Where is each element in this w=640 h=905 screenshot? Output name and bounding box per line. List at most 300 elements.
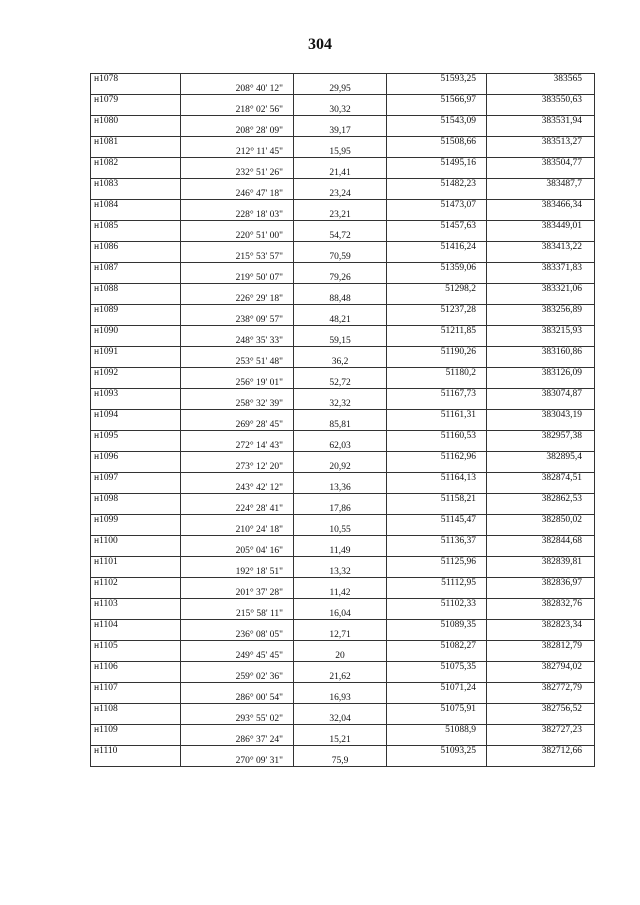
empty-cell — [294, 683, 387, 694]
empty-cell — [487, 84, 595, 95]
point-row — [91, 95, 595, 106]
direction-angle-cell: 258° 32' 39" — [181, 399, 294, 410]
point-name-cell: н1110 — [91, 746, 181, 757]
empty-cell — [91, 588, 181, 599]
empty-cell — [91, 693, 181, 704]
direction-angle-cell: 219° 50' 07" — [181, 273, 294, 284]
empty-cell — [91, 609, 181, 620]
empty-cell — [294, 410, 387, 421]
point-name-cell: н1095 — [91, 431, 181, 442]
point-row — [91, 116, 595, 127]
point-row — [91, 389, 595, 400]
distance-cell: 17,86 — [294, 504, 387, 515]
segment-row — [91, 546, 595, 557]
empty-cell — [181, 515, 294, 526]
empty-cell — [487, 252, 595, 263]
segment-row — [91, 714, 595, 725]
empty-cell — [487, 441, 595, 452]
point-row — [91, 704, 595, 715]
point-name-cell: н1091 — [91, 347, 181, 358]
segment-row — [91, 609, 595, 620]
empty-cell — [294, 368, 387, 379]
x-coordinate-cell: 51495,16 — [387, 158, 487, 169]
x-coordinate-cell: 51482,23 — [387, 179, 487, 190]
empty-cell — [91, 651, 181, 662]
empty-cell — [387, 252, 487, 263]
empty-cell — [387, 714, 487, 725]
distance-cell: 23,24 — [294, 189, 387, 200]
empty-cell — [181, 578, 294, 589]
empty-cell — [294, 137, 387, 148]
x-coordinate-cell: 51112,95 — [387, 578, 487, 589]
empty-cell — [181, 137, 294, 148]
distance-cell: 54,72 — [294, 231, 387, 242]
empty-cell — [387, 462, 487, 473]
x-coordinate-cell: 51593,25 — [387, 74, 487, 85]
empty-cell — [487, 693, 595, 704]
x-coordinate-cell: 51167,73 — [387, 389, 487, 400]
empty-cell — [91, 567, 181, 578]
empty-cell — [387, 336, 487, 347]
segment-row — [91, 294, 595, 305]
distance-cell: 12,71 — [294, 630, 387, 641]
distance-cell: 16,93 — [294, 693, 387, 704]
empty-cell — [91, 189, 181, 200]
y-coordinate-cell: 383256,89 — [487, 305, 595, 316]
empty-cell — [294, 557, 387, 568]
point-row — [91, 221, 595, 232]
empty-cell — [387, 315, 487, 326]
point-name-cell: н1094 — [91, 410, 181, 421]
empty-cell — [181, 536, 294, 547]
point-row — [91, 494, 595, 505]
point-row — [91, 662, 595, 673]
empty-cell — [91, 126, 181, 137]
distance-cell: 16,04 — [294, 609, 387, 620]
x-coordinate-cell: 51145,47 — [387, 515, 487, 526]
coordinates-table-body — [91, 74, 595, 767]
point-row — [91, 263, 595, 274]
empty-cell — [294, 431, 387, 442]
empty-cell — [91, 252, 181, 263]
y-coordinate-cell: 382874,51 — [487, 473, 595, 484]
empty-cell — [387, 210, 487, 221]
empty-cell — [181, 326, 294, 337]
empty-cell — [387, 378, 487, 389]
x-coordinate-cell: 51508,66 — [387, 137, 487, 148]
empty-cell — [387, 357, 487, 368]
direction-angle-cell: 215° 53' 57" — [181, 252, 294, 263]
segment-row — [91, 672, 595, 683]
point-row — [91, 179, 595, 190]
empty-cell — [181, 557, 294, 568]
x-coordinate-cell: 51102,33 — [387, 599, 487, 610]
empty-cell — [487, 567, 595, 578]
point-row — [91, 746, 595, 757]
empty-cell — [487, 273, 595, 284]
empty-cell — [294, 746, 387, 757]
empty-cell — [91, 294, 181, 305]
empty-cell — [91, 630, 181, 641]
empty-cell — [181, 452, 294, 463]
y-coordinate-cell: 383449,01 — [487, 221, 595, 232]
distance-cell: 39,17 — [294, 126, 387, 137]
empty-cell — [91, 84, 181, 95]
empty-cell — [387, 525, 487, 536]
empty-cell — [91, 357, 181, 368]
empty-cell — [387, 630, 487, 641]
segment-row — [91, 126, 595, 137]
x-coordinate-cell: 51093,25 — [387, 746, 487, 757]
distance-cell: 75,9 — [294, 756, 387, 767]
empty-cell — [487, 357, 595, 368]
empty-cell — [294, 116, 387, 127]
segment-row — [91, 147, 595, 158]
empty-cell — [487, 504, 595, 515]
segment-row — [91, 483, 595, 494]
x-coordinate-cell: 51075,35 — [387, 662, 487, 673]
y-coordinate-cell: 383565 — [487, 74, 595, 85]
empty-cell — [91, 441, 181, 452]
empty-cell — [387, 105, 487, 116]
y-coordinate-cell: 382832,76 — [487, 599, 595, 610]
y-coordinate-cell: 382823,34 — [487, 620, 595, 631]
empty-cell — [91, 483, 181, 494]
direction-angle-cell: 236° 08' 05" — [181, 630, 294, 641]
empty-cell — [487, 588, 595, 599]
empty-cell — [181, 599, 294, 610]
x-coordinate-cell: 51071,24 — [387, 683, 487, 694]
direction-angle-cell: 259° 02' 36" — [181, 672, 294, 683]
segment-row — [91, 693, 595, 704]
point-row — [91, 347, 595, 358]
y-coordinate-cell: 382794,02 — [487, 662, 595, 673]
point-row — [91, 452, 595, 463]
empty-cell — [181, 431, 294, 442]
point-name-cell: н1092 — [91, 368, 181, 379]
segment-row — [91, 735, 595, 746]
segment-row — [91, 441, 595, 452]
segment-row — [91, 420, 595, 431]
direction-angle-cell: 256° 19' 01" — [181, 378, 294, 389]
empty-cell — [91, 714, 181, 725]
empty-cell — [91, 315, 181, 326]
empty-cell — [294, 389, 387, 400]
point-name-cell: н1100 — [91, 536, 181, 547]
point-row — [91, 515, 595, 526]
y-coordinate-cell: 383074,87 — [487, 389, 595, 400]
empty-cell — [294, 200, 387, 211]
distance-cell: 29,95 — [294, 84, 387, 95]
point-row — [91, 641, 595, 652]
point-row — [91, 683, 595, 694]
x-coordinate-cell: 51237,28 — [387, 305, 487, 316]
point-name-cell: н1083 — [91, 179, 181, 190]
direction-angle-cell: 212° 11' 45" — [181, 147, 294, 158]
direction-angle-cell: 205° 04' 16" — [181, 546, 294, 557]
empty-cell — [294, 74, 387, 85]
empty-cell — [91, 462, 181, 473]
empty-cell — [487, 651, 595, 662]
direction-angle-cell: 210° 24' 18" — [181, 525, 294, 536]
empty-cell — [387, 147, 487, 158]
empty-cell — [294, 620, 387, 631]
empty-cell — [91, 525, 181, 536]
empty-cell — [91, 504, 181, 515]
empty-cell — [487, 609, 595, 620]
empty-cell — [91, 735, 181, 746]
distance-cell: 62,03 — [294, 441, 387, 452]
direction-angle-cell: 226° 29' 18" — [181, 294, 294, 305]
segment-row — [91, 252, 595, 263]
empty-cell — [294, 158, 387, 169]
point-row — [91, 158, 595, 169]
direction-angle-cell: 272° 14' 43" — [181, 441, 294, 452]
point-name-cell: н1106 — [91, 662, 181, 673]
direction-angle-cell: 249° 45' 45" — [181, 651, 294, 662]
point-name-cell: н1081 — [91, 137, 181, 148]
empty-cell — [487, 126, 595, 137]
y-coordinate-cell: 382756,52 — [487, 704, 595, 715]
empty-cell — [487, 294, 595, 305]
empty-cell — [387, 504, 487, 515]
empty-cell — [487, 210, 595, 221]
x-coordinate-cell: 51359,06 — [387, 263, 487, 274]
y-coordinate-cell: 382839,81 — [487, 557, 595, 568]
empty-cell — [294, 704, 387, 715]
point-row — [91, 137, 595, 148]
empty-cell — [181, 662, 294, 673]
empty-cell — [181, 725, 294, 736]
segment-row — [91, 357, 595, 368]
direction-angle-cell: 293° 55' 02" — [181, 714, 294, 725]
direction-angle-cell: 238° 09' 57" — [181, 315, 294, 326]
empty-cell — [487, 546, 595, 557]
direction-angle-cell: 243° 42' 12" — [181, 483, 294, 494]
point-row — [91, 725, 595, 736]
point-name-cell: н1103 — [91, 599, 181, 610]
empty-cell — [387, 126, 487, 137]
distance-cell: 20,92 — [294, 462, 387, 473]
empty-cell — [294, 221, 387, 232]
point-name-cell: н1085 — [91, 221, 181, 232]
distance-cell: 23,21 — [294, 210, 387, 221]
segment-row — [91, 189, 595, 200]
y-coordinate-cell: 383043,19 — [487, 410, 595, 421]
empty-cell — [387, 735, 487, 746]
empty-cell — [487, 105, 595, 116]
empty-cell — [387, 546, 487, 557]
distance-cell: 15,95 — [294, 147, 387, 158]
direction-angle-cell: 201° 37' 28" — [181, 588, 294, 599]
empty-cell — [487, 378, 595, 389]
point-name-cell: н1080 — [91, 116, 181, 127]
point-row — [91, 473, 595, 484]
point-row — [91, 599, 595, 610]
point-name-cell: н1108 — [91, 704, 181, 715]
segment-row — [91, 336, 595, 347]
empty-cell — [91, 336, 181, 347]
direction-angle-cell: 246° 47' 18" — [181, 189, 294, 200]
empty-cell — [181, 704, 294, 715]
direction-angle-cell: 273° 12' 20" — [181, 462, 294, 473]
empty-cell — [294, 326, 387, 337]
segment-row — [91, 84, 595, 95]
direction-angle-cell: 220° 51' 00" — [181, 231, 294, 242]
point-name-cell: н1097 — [91, 473, 181, 484]
empty-cell — [181, 179, 294, 190]
x-coordinate-cell: 51136,37 — [387, 536, 487, 547]
y-coordinate-cell: 383126,09 — [487, 368, 595, 379]
empty-cell — [487, 462, 595, 473]
distance-cell: 70,59 — [294, 252, 387, 263]
y-coordinate-cell: 382850,02 — [487, 515, 595, 526]
distance-cell: 21,62 — [294, 672, 387, 683]
empty-cell — [91, 105, 181, 116]
empty-cell — [294, 305, 387, 316]
empty-cell — [294, 725, 387, 736]
empty-cell — [294, 179, 387, 190]
y-coordinate-cell: 383466,34 — [487, 200, 595, 211]
segment-row — [91, 399, 595, 410]
segment-row — [91, 630, 595, 641]
point-name-cell: н1093 — [91, 389, 181, 400]
empty-cell — [91, 273, 181, 284]
empty-cell — [387, 567, 487, 578]
y-coordinate-cell: 382712,66 — [487, 746, 595, 757]
empty-cell — [487, 315, 595, 326]
x-coordinate-cell: 51180,2 — [387, 368, 487, 379]
empty-cell — [387, 273, 487, 284]
empty-cell — [294, 662, 387, 673]
distance-cell: 13,36 — [294, 483, 387, 494]
empty-cell — [387, 189, 487, 200]
y-coordinate-cell: 382812,79 — [487, 641, 595, 652]
point-name-cell: н1102 — [91, 578, 181, 589]
empty-cell — [91, 231, 181, 242]
empty-cell — [294, 494, 387, 505]
point-row — [91, 431, 595, 442]
empty-cell — [91, 378, 181, 389]
point-row — [91, 536, 595, 547]
empty-cell — [181, 74, 294, 85]
distance-cell: 20 — [294, 651, 387, 662]
empty-cell — [181, 368, 294, 379]
empty-cell — [387, 168, 487, 179]
distance-cell: 85,81 — [294, 420, 387, 431]
distance-cell: 21,41 — [294, 168, 387, 179]
distance-cell: 88,48 — [294, 294, 387, 305]
x-coordinate-cell: 51088,9 — [387, 725, 487, 736]
point-row — [91, 368, 595, 379]
x-coordinate-cell: 51089,35 — [387, 620, 487, 631]
x-coordinate-cell: 51457,63 — [387, 221, 487, 232]
y-coordinate-cell: 383487,7 — [487, 179, 595, 190]
empty-cell — [487, 336, 595, 347]
distance-cell: 36,2 — [294, 357, 387, 368]
empty-cell — [387, 672, 487, 683]
y-coordinate-cell: 382895,4 — [487, 452, 595, 463]
empty-cell — [181, 200, 294, 211]
empty-cell — [294, 641, 387, 652]
empty-cell — [294, 347, 387, 358]
empty-cell — [487, 735, 595, 746]
direction-angle-cell: 232° 51' 26" — [181, 168, 294, 179]
empty-cell — [294, 284, 387, 295]
x-coordinate-cell: 51082,27 — [387, 641, 487, 652]
point-row — [91, 578, 595, 589]
empty-cell — [294, 263, 387, 274]
empty-cell — [387, 693, 487, 704]
distance-cell: 15,21 — [294, 735, 387, 746]
point-row — [91, 200, 595, 211]
empty-cell — [181, 158, 294, 169]
direction-angle-cell: 228° 18' 03" — [181, 210, 294, 221]
segment-row — [91, 105, 595, 116]
y-coordinate-cell: 383504,77 — [487, 158, 595, 169]
empty-cell — [91, 168, 181, 179]
point-name-cell: н1101 — [91, 557, 181, 568]
y-coordinate-cell: 383371,83 — [487, 263, 595, 274]
x-coordinate-cell: 51160,53 — [387, 431, 487, 442]
point-name-cell: н1084 — [91, 200, 181, 211]
direction-angle-cell: 224° 28' 41" — [181, 504, 294, 515]
empty-cell — [387, 651, 487, 662]
distance-cell: 32,04 — [294, 714, 387, 725]
distance-cell: 11,42 — [294, 588, 387, 599]
y-coordinate-cell: 383215,93 — [487, 326, 595, 337]
segment-row — [91, 210, 595, 221]
direction-angle-cell: 286° 37' 24" — [181, 735, 294, 746]
point-name-cell: н1109 — [91, 725, 181, 736]
empty-cell — [487, 189, 595, 200]
direction-angle-cell: 208° 28' 09" — [181, 126, 294, 137]
point-name-cell: н1078 — [91, 74, 181, 85]
y-coordinate-cell: 382772,79 — [487, 683, 595, 694]
point-name-cell: н1086 — [91, 242, 181, 253]
empty-cell — [387, 420, 487, 431]
empty-cell — [387, 84, 487, 95]
empty-cell — [91, 672, 181, 683]
distance-cell: 52,72 — [294, 378, 387, 389]
empty-cell — [181, 221, 294, 232]
y-coordinate-cell: 382836,97 — [487, 578, 595, 589]
empty-cell — [387, 294, 487, 305]
empty-cell — [387, 756, 487, 767]
direction-angle-cell: 215° 58' 11" — [181, 609, 294, 620]
empty-cell — [294, 242, 387, 253]
empty-cell — [294, 95, 387, 106]
distance-cell: 79,26 — [294, 273, 387, 284]
distance-cell: 59,15 — [294, 336, 387, 347]
empty-cell — [181, 263, 294, 274]
x-coordinate-cell: 51161,31 — [387, 410, 487, 421]
segment-row — [91, 315, 595, 326]
segment-row — [91, 462, 595, 473]
empty-cell — [387, 399, 487, 410]
empty-cell — [181, 305, 294, 316]
segment-row — [91, 504, 595, 515]
empty-cell — [91, 399, 181, 410]
point-name-cell: н1105 — [91, 641, 181, 652]
point-name-cell: н1089 — [91, 305, 181, 316]
empty-cell — [181, 620, 294, 631]
empty-cell — [294, 515, 387, 526]
empty-cell — [181, 683, 294, 694]
empty-cell — [181, 473, 294, 484]
direction-angle-cell: 248° 35' 33" — [181, 336, 294, 347]
y-coordinate-cell: 383531,94 — [487, 116, 595, 127]
